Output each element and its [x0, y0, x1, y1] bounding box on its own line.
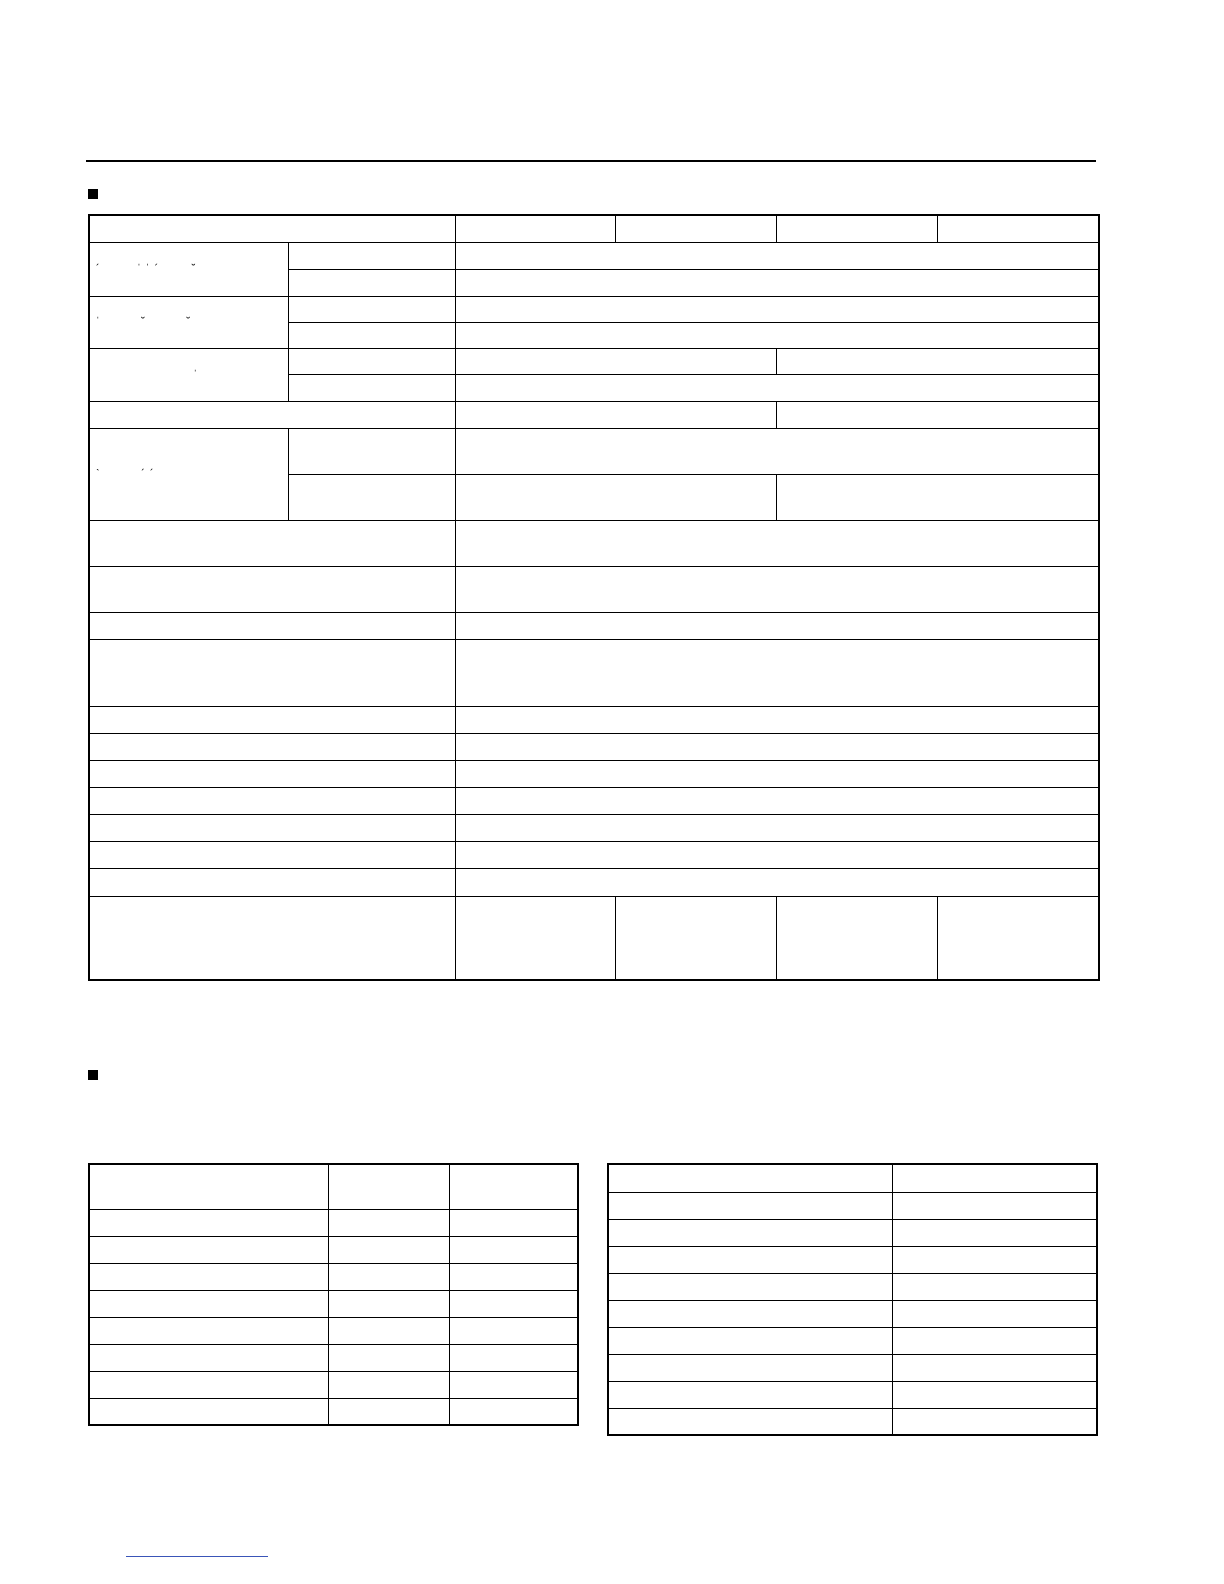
table-row [89, 1236, 578, 1263]
spec-row [89, 733, 1099, 760]
table-cell [608, 1300, 892, 1327]
spec-row [89, 428, 1099, 474]
table-cell [328, 1209, 449, 1236]
spec-sublabel [288, 374, 455, 401]
spec-value [455, 639, 1099, 706]
header-cell [892, 1164, 1097, 1192]
table-cell [89, 1236, 328, 1263]
spec-label [89, 733, 455, 760]
spec-row [89, 612, 1099, 639]
table-cell [449, 1236, 578, 1263]
header-cell [615, 215, 776, 242]
spec-value [455, 520, 1099, 566]
spec-value [455, 706, 1099, 733]
table-cell [892, 1354, 1097, 1381]
table-row [89, 1344, 578, 1371]
table-cell [892, 1273, 1097, 1300]
spec-sublabel [288, 428, 455, 474]
spec-value [937, 896, 1099, 980]
table-row [608, 1219, 1097, 1246]
table-cell [89, 1317, 328, 1344]
header-cell [89, 215, 455, 242]
spec-row [89, 242, 1099, 269]
table-row [89, 1263, 578, 1290]
table-cell [449, 1371, 578, 1398]
spec-row [89, 520, 1099, 566]
spec-label [89, 612, 455, 639]
header-cell [776, 215, 937, 242]
section-2-bullet-icon [88, 1070, 98, 1080]
table-row [608, 1192, 1097, 1219]
table-cell [328, 1398, 449, 1425]
table-cell [328, 1344, 449, 1371]
header-cell [937, 215, 1099, 242]
table-cell [892, 1327, 1097, 1354]
table-cell [89, 1371, 328, 1398]
spec-sublabel [288, 348, 455, 374]
spec-label [89, 639, 455, 706]
spec-value [776, 348, 1099, 374]
table-cell [892, 1246, 1097, 1273]
spec-value [455, 348, 776, 374]
section-1-bullet-icon [88, 189, 98, 199]
table-cell [449, 1398, 578, 1425]
table-cell [89, 1209, 328, 1236]
table-cell [328, 1263, 449, 1290]
table-cell [608, 1327, 892, 1354]
table-cell [608, 1354, 892, 1381]
spec-label [89, 841, 455, 868]
table-row [608, 1408, 1097, 1435]
table-row [89, 1398, 578, 1425]
spec-label [89, 706, 455, 733]
spec-value [455, 760, 1099, 787]
table-cell [449, 1263, 578, 1290]
spec-value [455, 269, 1099, 296]
spec-value [615, 896, 776, 980]
spec-label [89, 566, 455, 612]
spec-label: ´ ˈ ˈ ´ ˘ [89, 242, 288, 296]
spec-value [455, 474, 776, 520]
spec-value [455, 242, 1099, 269]
spec-label [89, 814, 455, 841]
header-cell [455, 215, 615, 242]
secondary-table-left [88, 1163, 579, 1426]
table-cell [608, 1381, 892, 1408]
table-cell [328, 1371, 449, 1398]
spec-row [89, 787, 1099, 814]
table-row [89, 1317, 578, 1344]
spec-value [776, 401, 1099, 428]
table-header-row [608, 1164, 1097, 1192]
table-row [89, 1209, 578, 1236]
table-row [608, 1273, 1097, 1300]
spec-row [89, 639, 1099, 706]
table-row [89, 1371, 578, 1398]
spec-label [89, 868, 455, 896]
spec-value [455, 814, 1099, 841]
table-cell [608, 1246, 892, 1273]
spec-value [455, 841, 1099, 868]
table-header-row [89, 1164, 578, 1209]
table-cell [608, 1273, 892, 1300]
spec-label: ˈ [89, 348, 288, 401]
header-rule [86, 160, 1096, 162]
spec-table [88, 214, 1100, 981]
spec-sublabel [288, 322, 455, 348]
spec-sublabel [288, 269, 455, 296]
spec-value [455, 322, 1099, 348]
header-cell [328, 1164, 449, 1209]
spec-value [455, 374, 1099, 401]
header-cell [608, 1164, 892, 1192]
spec-label [89, 401, 455, 428]
table-row [608, 1381, 1097, 1408]
table-cell [328, 1317, 449, 1344]
spec-row [89, 760, 1099, 787]
header-cell [449, 1164, 578, 1209]
spec-row [89, 566, 1099, 612]
footer-link-underline [126, 1556, 268, 1557]
spec-sublabel [288, 242, 455, 269]
table-cell [449, 1344, 578, 1371]
table-cell [449, 1209, 578, 1236]
table-row [89, 1290, 578, 1317]
spec-value [776, 896, 937, 980]
table-cell [89, 1398, 328, 1425]
table-cell [892, 1300, 1097, 1327]
header-cell [89, 1164, 328, 1209]
table-cell [449, 1290, 578, 1317]
table-cell [89, 1263, 328, 1290]
spec-sublabel [288, 296, 455, 322]
table-cell [608, 1192, 892, 1219]
spec-sublabel [288, 474, 455, 520]
spec-row [89, 401, 1099, 428]
spec-label [89, 520, 455, 566]
table-row [608, 1354, 1097, 1381]
spec-label [89, 760, 455, 787]
spec-value [776, 474, 1099, 520]
table-cell [892, 1381, 1097, 1408]
table-cell [892, 1219, 1097, 1246]
spec-value [455, 401, 776, 428]
spec-row [89, 296, 1099, 322]
spec-row [89, 896, 1099, 980]
spec-value [455, 428, 1099, 474]
spec-label: ˋ ´ ´ [89, 428, 288, 520]
spec-value [455, 612, 1099, 639]
spec-value [455, 896, 615, 980]
table-row [608, 1327, 1097, 1354]
table-row [608, 1300, 1097, 1327]
spec-row [89, 348, 1099, 374]
spec-label: ˈ ˘ ˘ [89, 296, 288, 348]
secondary-table-right [607, 1163, 1098, 1436]
spec-row [89, 814, 1099, 841]
spec-value [455, 566, 1099, 612]
table-cell [89, 1290, 328, 1317]
table-cell [328, 1290, 449, 1317]
spec-header-row [89, 215, 1099, 242]
table-cell [328, 1236, 449, 1263]
table-cell [608, 1219, 892, 1246]
spec-row [89, 841, 1099, 868]
table-cell [892, 1408, 1097, 1435]
table-cell [89, 1344, 328, 1371]
spec-label [89, 896, 455, 980]
spec-value [455, 868, 1099, 896]
spec-value [455, 787, 1099, 814]
spec-value [455, 733, 1099, 760]
spec-label [89, 787, 455, 814]
spec-row [89, 706, 1099, 733]
table-row [608, 1246, 1097, 1273]
spec-row [89, 868, 1099, 896]
table-cell [608, 1408, 892, 1435]
table-cell [892, 1192, 1097, 1219]
table-cell [449, 1317, 578, 1344]
spec-value [455, 296, 1099, 322]
